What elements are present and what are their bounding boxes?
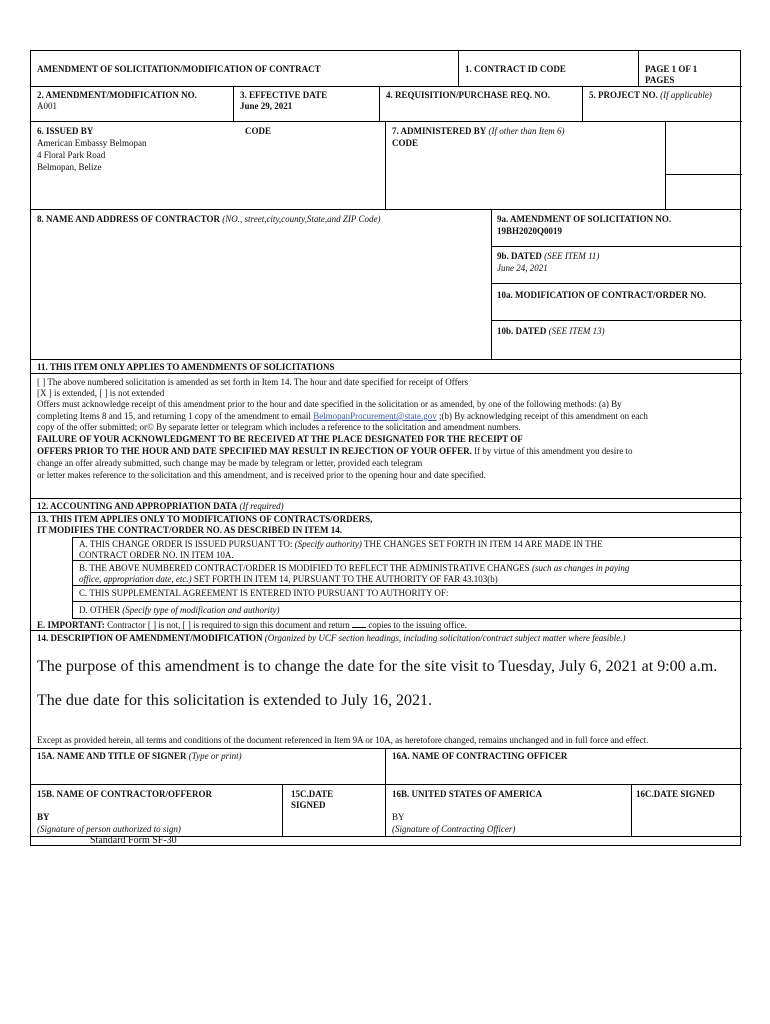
effective-date-label: 3. EFFECTIVE DATE [240,90,328,100]
contractor-by-label: BY [37,812,50,822]
officer-signature-note: (Signature of Contracting Officer) [392,824,516,834]
item-e-text-2: copies to the issuing office. [366,620,467,630]
item11-heading: 11. THIS ITEM ONLY APPLIES TO AMENDMENTS OF SOLICITATIONS [37,362,335,372]
s9a-label: 9a. AMENDMENT OF SOLICITATION NO. [497,214,672,224]
item13-b-note-2: office, appropriation date, etc.) [79,574,192,584]
s10b-text [497,326,605,337]
s10a-label: 10a. MODIFICATION OF CONTRACT/ORDER NO. [497,290,707,300]
item11-line-7-rest: If by virtue of this amendment you desire to [471,446,633,456]
page-label: PAGE 1 OF 1 [645,64,698,74]
effective-date-value: June 29, 2021 [240,101,293,111]
item13-heading-2: IT MODIFIES THE CONTRACT/ORDER NO. AS DESCRIBED IN ITEM 14. [37,525,342,535]
effective-date-cell [234,87,380,122]
item11-body-cell [31,374,742,499]
item13-a-line-2: CONTRACT ORDER NO. IN ITEM 10A. [79,550,234,560]
solicitation-9b-cell [492,247,742,284]
project-no-note: (If applicable) [660,90,712,100]
s9b-text [497,251,599,262]
s10b-label: 10b. DATED [497,326,547,336]
item13-a-note: (Specify authority) [294,539,362,549]
officer-16a-label: 16A. NAME OF CONTRACTING OFFICER [392,751,568,761]
issued-by-cell [31,122,386,210]
item13-b-note-1: (such as changes in paying [531,563,630,573]
amendment-no-cell [31,87,234,122]
due-date-extension: The due date for this solicitation is extended to July 16, 2021. [37,692,433,709]
requisition-label: 4. REQUISITION/PURCHASE REQ. NO. [386,90,551,100]
item12-note: (If required) [239,501,284,511]
s9b-note: (SEE ITEM 11) [544,251,600,261]
date-signed-15c-label-2: SIGNED [291,800,326,810]
contractor-note: (NO., street,city,county,State,and ZIP Code) [222,214,381,224]
officer-16a-cell[interactable] [386,748,742,785]
item12-text [37,501,284,512]
item12-cell [31,499,742,513]
item13-a-cell [73,537,742,561]
item-e-text [37,619,467,631]
item-e-label: E. IMPORTANT: [37,620,105,630]
item13-c-cell [73,586,742,602]
contractor-signature-note: (Signature of person authorized to sign) [37,824,181,834]
requisition-cell [380,87,583,122]
item14-heading [37,633,626,644]
administered-by-label: 7. ADMINISTERED BY [392,126,487,136]
item13-b-cell [73,561,742,586]
contractor-cell [31,210,492,360]
date-signed-15c-cell[interactable] [283,785,386,837]
item13-d-note: (Specify type of modification and authority) [122,605,280,615]
item13-d-line [79,605,279,616]
modification-10a-cell [492,284,742,321]
item14-note: (Organized by UCF section headings, including solicitation/contract subject matter where feasible.) [264,633,626,643]
item-e-cell [31,619,742,631]
item12-label: 12. ACCOUNTING AND APPROPRIATION DATA [37,501,238,511]
item11-line-2: [X ] is extended, [ ] is not extended [37,388,165,398]
contract-id-cell [459,51,639,87]
s9a-value: 19BH2020Q0019 [497,226,563,236]
project-no-cell [583,87,742,122]
item11-line-7-bold: OFFERS PRIOR TO THE HOUR AND DATE SPECIFIED MAY RESULT IN REJECTION OF YOUR OFFER. [37,446,472,456]
issued-by-line-3: Belmopan, Belize [37,162,102,172]
item11-line-9: or letter makes reference to the solicitation and this amendment, and is received prior to the opening hour and date specified. [37,470,486,480]
item13-d-text: D. OTHER [79,605,123,615]
item14-label: 14. DESCRIPTION OF AMENDMENT/MODIFICATION [37,633,263,643]
item11-line-4-post: ;(b) By acknowledging receipt of this amendment on each [436,411,648,421]
item13-a-line-1 [79,539,603,550]
amendment-no-value: A001 [37,101,57,111]
item13-b-line-2 [79,574,498,585]
dated-10b-cell [492,321,742,360]
project-no-text [589,90,712,101]
item13-checkbox-column[interactable] [31,537,73,619]
item13-heading-cell [31,513,742,537]
issued-by-line-1: American Embassy Belmopan [37,138,147,148]
item11-line-5: copy of the offer submitted; or© By separate letter or telegram which includes a reference to the solicitation and amendment numbers. [37,422,521,432]
contractor-15b-cell[interactable] [31,785,283,837]
contract-id-label: 1. CONTRACT ID CODE [465,64,566,74]
administered-by-note: (If other than Item 6) [488,126,565,136]
date-signed-16c-label: 16C.DATE SIGNED [636,789,715,799]
copies-blank[interactable] [352,619,366,628]
s10b-note: (SEE ITEM 13) [548,326,605,336]
item11-line-4 [37,411,648,422]
procurement-email-link[interactable]: BelmopanProcurement@state.gov [313,411,437,421]
contractor-15b-label: 15B. NAME OF CONTRACTOR/OFFEROR [37,789,213,799]
form-title-cell [31,51,459,87]
date-signed-16c-cell[interactable] [632,785,742,837]
signer-15a-note: (Type or print) [188,751,242,761]
item11-line-8: change an offer already submitted, such change may be made by telegram or letter, provided each telegram [37,458,423,468]
usa-16b-label: 16B. UNITED STATES OF AMERICA [392,789,543,799]
administered-by-code: CODE [392,138,419,148]
item13-d-cell [73,602,742,619]
item14-cell [31,631,742,748]
officer-by-label: BY [392,812,405,822]
issued-by-code-label: CODE [245,126,272,136]
project-no-label: 5. PROJECT NO. [589,90,658,100]
item11-line-1: [ ] The above numbered solicitation is amended as set forth in Item 14. The hour and date specified for receipt of Offers [37,377,469,387]
administered-code-box [666,122,742,175]
contractor-label: 8. NAME AND ADDRESS OF CONTRACTOR [37,214,221,224]
item11-line-7 [37,446,633,457]
contractor-text [37,214,381,225]
administered-by-text [392,126,565,137]
item13-b-line-1 [79,563,629,574]
signer-15a-cell[interactable] [31,748,386,785]
administered-by-cell [386,122,666,210]
sf30-form [30,50,741,846]
item13-c-line: C. THIS SUPPLEMENTAL AGREEMENT IS ENTERED INTO PURSUANT TO AUTHORITY OF: [79,588,449,598]
pages-label: PAGES [645,75,675,85]
s9b-label: 9b. DATED [497,251,542,261]
usa-16b-cell[interactable] [386,785,632,837]
date-signed-15c-label-1: 15C.DATE [291,789,334,799]
issued-by-line-2: 4 Floral Park Road [37,150,106,160]
item-e-text-1: Contractor [ ] is not, [ ] is required to sign this document and return [104,620,353,630]
signer-15a-text [37,751,242,762]
form-footer: Standard Form SF-30 [90,835,177,846]
issued-by-label: 6. ISSUED BY [37,126,94,136]
item13-a-pre: A. THIS CHANGE ORDER IS ISSUED PURSUANT TO: [79,539,295,549]
amendment-no-label: 2. AMENDMENT/MODIFICATION NO. [37,90,197,100]
solicitation-9a-cell [492,210,742,247]
s9b-value: June 24, 2021 [497,263,548,273]
terms-unchanged-note: Except as provided herein, all terms and conditions of the document referenced in Item 9A or 10A, as heretofore changed, remains unchanged and in full force and effect. [37,735,649,745]
page-count-cell [639,51,742,87]
form-title: AMENDMENT OF SOLICITATION/MODIFICATION OF CONTRACT [37,64,321,74]
item13-heading-1: 13. THIS ITEM APPLIES ONLY TO MODIFICATIONS OF CONTRACTS/ORDERS, [37,514,373,524]
item11-line-6: FAILURE OF YOUR ACKNOWLEDGMENT TO BE RECEIVED AT THE PLACE DESIGNATED FOR THE RECEIPT OF [37,434,523,444]
amendment-purpose: The purpose of this amendment is to change the date for the site visit to Tuesday, July 6, 2021 at 9:00 a.m. [37,658,718,675]
item13-b-text-2: SET FORTH IN ITEM 14, PURSUANT TO THE AUTHORITY OF FAR 43.103(b) [191,574,498,584]
item11-heading-cell [31,360,742,374]
item11-line-4-pre: completing Items 8 and 15, and returning 1 copy of the amendment to email [37,411,314,421]
item13-a-post: THE CHANGES SET FORTH IN ITEM 14 ARE MADE IN THE [361,539,603,549]
item13-b-text-1: B. THE ABOVE NUMBERED CONTRACT/ORDER IS MODIFIED TO REFLECT THE ADMINISTRATIVE CHANGES [79,563,532,573]
signer-15a-label: 15A. NAME AND TITLE OF SIGNER [37,751,187,761]
item11-line-3: Offers must acknowledge receipt of this amendment prior to the hour and date specified in the solicitation or as amended, by one of the following methods: (a) By [37,399,622,409]
